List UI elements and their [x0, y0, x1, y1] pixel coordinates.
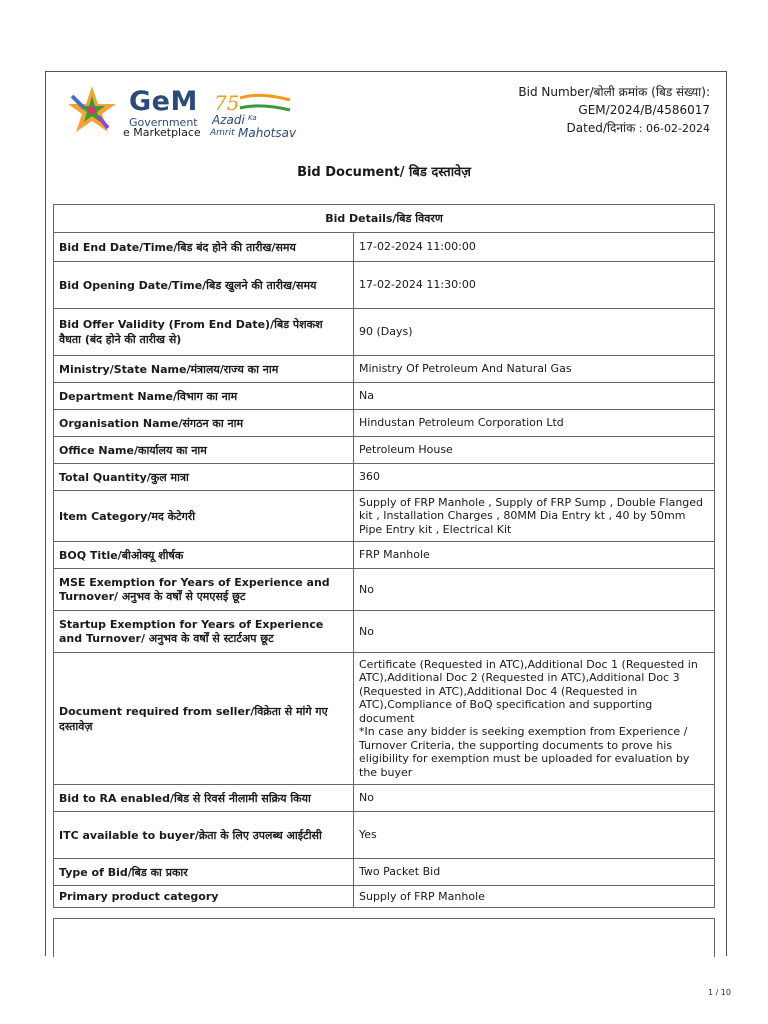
table-row — [54, 611, 715, 653]
row-label: Item Category/मद केटेगरी — [54, 491, 354, 542]
row-label: Office Name/कार्यालय का नाम — [54, 437, 354, 464]
row-label: Type of Bid/बिड का प्रकार — [54, 859, 354, 886]
row-label: Startup Exemption for Years of Experience and Turnover/ अनुभव के वर्षों से स्टार्टअप छूट — [54, 611, 354, 653]
bid-details-table — [53, 204, 715, 908]
row-label: BOQ Title/बीओक्यू शीर्षक — [54, 542, 354, 569]
dated-value: : 06-02-2024 — [635, 122, 710, 135]
bid-header — [518, 83, 710, 138]
table-row — [54, 383, 715, 410]
row-value: Supply of FRP Manhole — [354, 886, 715, 908]
row-label: Department Name/विभाग का नाम — [54, 383, 354, 410]
table-row — [54, 464, 715, 491]
bid-number-label: Bid Number/बोली क्रमांक (बिड संख्या): — [518, 85, 710, 99]
svg-text:Amrit: Amrit — [210, 128, 235, 138]
row-label: Bid Offer Validity (From End Date)/बिड पेशकश वैधता (बंद होने की तारीख से) — [54, 309, 354, 356]
row-value: 17-02-2024 11:00:00 — [354, 233, 715, 262]
row-label: Total Quantity/कुल मात्रा — [54, 464, 354, 491]
row-value: FRP Manhole — [354, 542, 715, 569]
table-heading: Bid Details/बिड विवरण — [54, 205, 715, 233]
row-label: MSE Exemption for Years of Experience and Turnover/ अनुभव के वर्षों से एमएसई छूट — [54, 569, 354, 611]
row-value: Hindustan Petroleum Corporation Ltd — [354, 410, 715, 437]
svg-text:Ka: Ka — [248, 114, 257, 122]
table-row — [54, 812, 715, 859]
svg-text:Mahotsav: Mahotsav — [238, 126, 297, 140]
row-value: Two Packet Bid — [354, 859, 715, 886]
row-label: ITC available to buyer/क्रेता के लिए उपलब्ध आईटीसी — [54, 812, 354, 859]
row-label: Bid to RA enabled/बिड से रिवर्स नीलामी सक्रिय किया — [54, 785, 354, 812]
gem-brand: GeM — [129, 86, 198, 117]
row-value: Certificate (Requested in ATC),Additional Doc 1 (Requested in ATC),Additional Doc 2 (Requested in ATC),Additional Doc 3 (Requested in ATC),Additional Doc 4 (Requested in ATC),Compliance of BoQ specification and supporting document *In case any bidder is seeking exemption from Experience / Turnover Criteria, the supporting documents to prove his eligibility for exemption must be uploaded for evaluation by the buyer — [354, 653, 715, 785]
row-value: No — [354, 785, 715, 812]
row-value: 360 — [354, 464, 715, 491]
gem-line2: e Marketplace — [123, 126, 201, 139]
document-title: Bid Document/ बिड दस्तावेज़ — [297, 165, 471, 180]
table-row — [54, 859, 715, 886]
row-value: No — [354, 569, 715, 611]
dated-label: Dated/दिनांक — [566, 121, 636, 135]
gem-line1: Government — [129, 116, 198, 129]
azadi-logo-icon — [210, 90, 300, 140]
table-row — [54, 542, 715, 569]
table-row — [54, 233, 715, 262]
table-row — [54, 410, 715, 437]
table-row — [54, 569, 715, 611]
row-value: Supply of FRP Manhole , Supply of FRP Sump , Double Flanged kit , Installation Charges , 80MM Dia Entry kt , 40 by 50mm Pipe Entry kit , Electrical Kit — [354, 491, 715, 542]
table-row — [54, 437, 715, 464]
table-row — [54, 356, 715, 383]
table-continuation — [53, 918, 715, 957]
svg-text:Azadi: Azadi — [212, 113, 245, 127]
table-row — [54, 785, 715, 812]
row-label: Ministry/State Name/मंत्रालय/राज्य का नाम — [54, 356, 354, 383]
row-value: Petroleum House — [354, 437, 715, 464]
row-label: Organisation Name/संगठन का नाम — [54, 410, 354, 437]
table-row — [54, 491, 715, 542]
row-label: Primary product category — [54, 886, 354, 908]
table-row — [54, 262, 715, 309]
row-label: Document required from seller/विक्रेता से मांगे गए दस्तावेज़ — [54, 653, 354, 785]
row-label: Bid End Date/Time/बिड बंद होने की तारीख/समय — [54, 233, 354, 262]
page-number: 1 / 10 — [707, 988, 731, 997]
table-row — [54, 886, 715, 908]
row-value: No — [354, 611, 715, 653]
row-value: 90 (Days) — [354, 309, 715, 356]
table-heading-row — [54, 205, 715, 233]
table-row — [54, 309, 715, 356]
dated-row — [518, 119, 710, 138]
svg-text:75: 75 — [214, 91, 240, 115]
row-label: Bid Opening Date/Time/बिड खुलने की तारीख/समय — [54, 262, 354, 309]
bid-number-value: GEM/2024/B/4586017 — [578, 103, 710, 117]
table-row — [54, 653, 715, 785]
row-value: 17-02-2024 11:30:00 — [354, 262, 715, 309]
row-value: Yes — [354, 812, 715, 859]
row-value: Ministry Of Petroleum And Natural Gas — [354, 356, 715, 383]
row-value: Na — [354, 383, 715, 410]
